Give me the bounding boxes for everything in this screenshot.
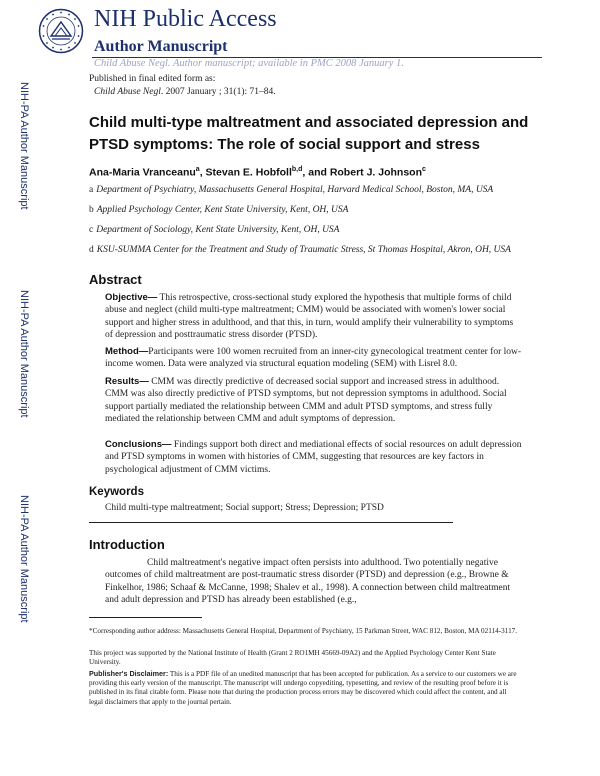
introduction-heading: Introduction [89,537,165,552]
introduction-text: Child maltreatment's negative impact often persists into adulthood. Two potentially negative outcomes of child maltreatment are post-traumatic stress disorder (PTSD) and depression (e.g., Browne & Finkelhor, 1986; Schaaf & McCanne, 1998; Shalev et al., 1998). A connection between child maltreatment and adult depression and PTSD has already been established (e.g., [105,558,511,606]
citation [94,87,276,97]
keywords-list: Child multi-type maltreatment; Social support; Stress; Depression; PTSD [105,503,384,513]
footnote-rule [89,617,202,618]
author-separator: , [199,166,206,179]
results-text: CMM was directly predictive of decreased social support and increased stress in adulthood. CMM was also directly predictive of PTSD symptoms, but not depression symptoms in adulthood. Social support partially mediated the relationship between CMM and adult PTSD symptoms, and stress fully mediated the relationship between CMM and adult symptoms of depression. [105,377,507,425]
author-name: Stevan E. Hobfoll [205,166,292,179]
abstract-method [105,346,523,371]
conclusions-text: Findings support both direct and mediational effects of social resources on adult depression and PTSD symptoms in women with histories of CMM, suggesting that resources are key factors in psychological adjustment of CMM victims. [105,440,522,475]
keywords-rule [89,522,453,523]
affiliation-text: Applied Psychology Center, Kent State University, Kent, OH, USA [96,205,349,215]
affiliation-text: Department of Psychiatry, Massachusetts General Hospital, Harvard Medical School, Boston, MA, USA [96,185,494,195]
author-affiliation-mark: b,d [291,166,303,173]
footnote-corresponding: *Corresponding author address: Massachusetts General Hospital, Department of Psychiatry, 15 Parkman Street, WAC 812, Boston, MA 02114-3117. [89,627,518,635]
abstract-objective [105,292,523,342]
author-name: Robert J. Johnson [329,166,422,179]
conclusions-label: Conclusions— [105,439,172,450]
published-label: Published in final edited form as: [89,74,216,84]
affiliation-label: c [89,225,94,235]
side-label: NIH-PA Author Manuscript [18,290,30,418]
side-label: NIH-PA Author Manuscript [18,495,30,623]
affiliation-label: d [89,245,94,255]
nih-seal-logo [38,8,84,54]
affiliation-label: a [89,185,94,195]
objective-label: Objective— [105,292,158,303]
disclaimer-text: This is a PDF file of an unedited manuscript that has been accepted for publication. As a service to our customers we are providing this early version of the manuscript. The manuscript will undergo copyediting, typesetting, and review of the resulting proof before it is published in its final citable form. Please note that during the production process errors may be discovered which could affect the content, and all legal disclaimers that apply to the journal pertain. [89,670,517,706]
method-label: Method— [105,346,149,357]
abstract-conclusions [105,439,523,476]
affiliation-label: b [89,205,94,215]
side-label: NIH-PA Author Manuscript [18,82,30,210]
footnote-disclaimer [89,669,521,707]
nih-public-access-title: NIH Public Access [94,6,277,32]
author-affiliation-mark: a [195,166,200,173]
affiliation [89,184,529,196]
affiliation-text: KSU-SUMMA Center for the Treatment and Study of Traumatic Stress, St Thomas Hospital, Akron, OH, USA [96,245,511,255]
affiliation [89,244,529,256]
disclaimer-label: Publisher's Disclaimer: [89,669,169,678]
footnote-support: This project was supported by the National Institute of Health (Grant 2 RO1MH 45669-09A2) and the Applied Psychology Center Kent State University. [89,649,496,667]
article-title: Child multi-type maltreatment and associated depression and PTSD symptoms: The role of social support and stress [89,114,529,153]
affiliation [89,224,529,236]
author-name: Ana-Maria Vranceanu [89,166,196,179]
journal-name: Child Abuse Negl [94,87,161,97]
abstract-heading: Abstract [89,272,142,287]
method-text: Participants were 100 women recruited from an inner-city gynecological treatment center for low-income women. Data were analyzed via structural equation modeling (SEM) with Lisrel 8.0. [105,347,522,370]
objective-text: This retrospective, cross-sectional study explored the hypothesis that multiple forms of child abuse and neglect (child multi-type maltreatment; CMM) would be associated with women's lower social support and higher stress in adulthood, and that this, in turn, would amplify their vulnerability to symptoms of depression and posttraumatic stress disorder (PTSD). [105,293,514,341]
author-separator: , and [302,166,330,179]
abstract-results [105,376,523,426]
affiliation-text: Department of Sociology, Kent State University, Kent, OH, USA [96,225,340,235]
author-affiliation-mark: c [422,166,426,173]
keywords-heading: Keywords [89,486,144,498]
author-manuscript-label: Author Manuscript [94,38,228,55]
affiliation [89,204,529,216]
results-label: Results— [105,376,149,387]
citation-details: . 2007 January ; 31(1): 71–84. [160,87,276,97]
availability-note: Child Abuse Negl. Author manuscript; available in PMC 2008 January 1. [94,58,404,69]
author-list [89,166,426,179]
